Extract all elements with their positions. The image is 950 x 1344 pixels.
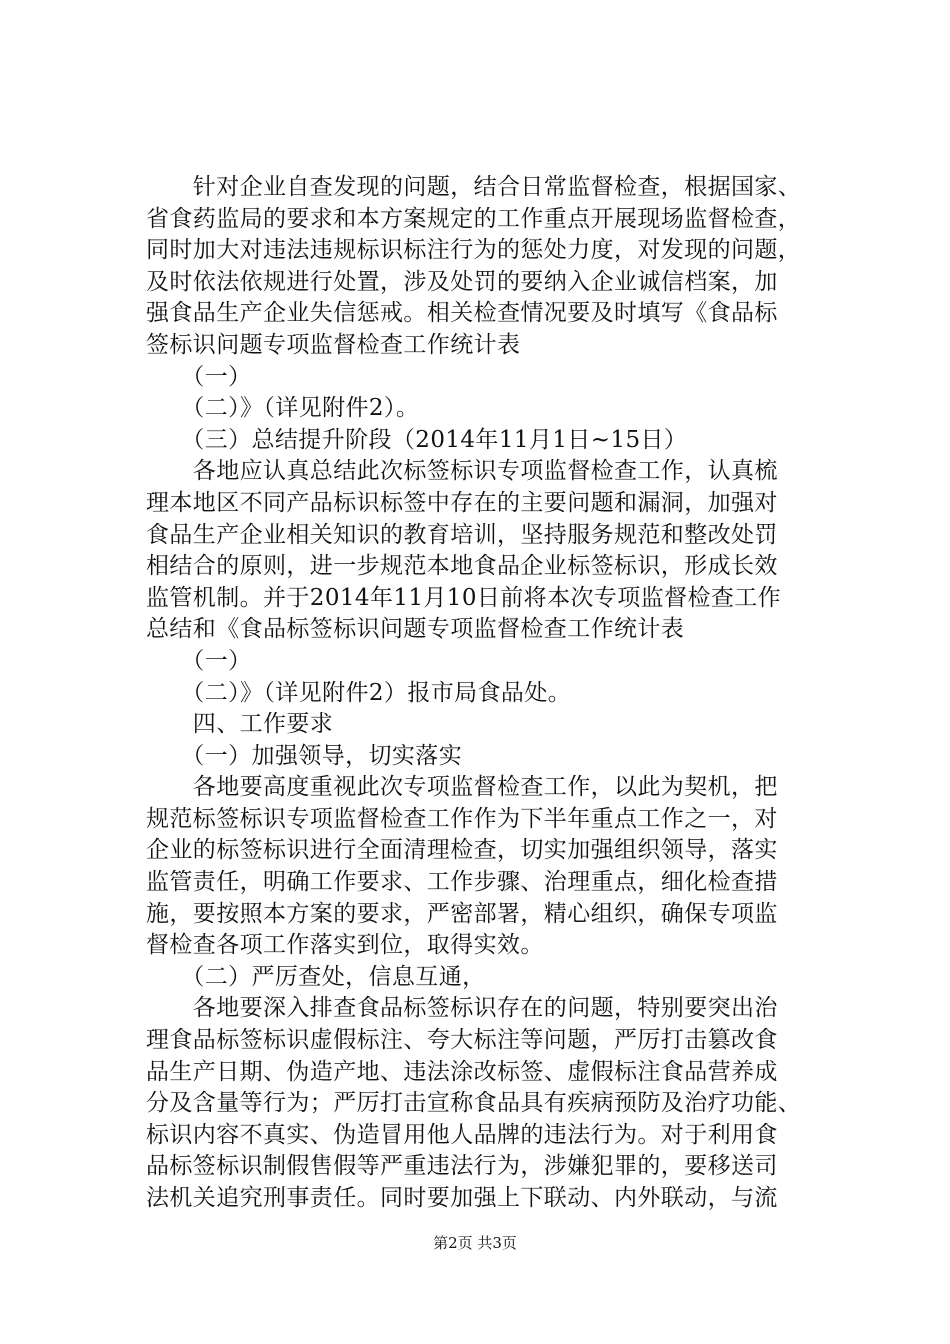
text-line: 针对企业自查发现的问题，结合日常监督检查，根据国家、	[146, 174, 802, 200]
text-line: 各地应认真总结此次标签标识专项监督检查工作，认真梳	[146, 458, 778, 485]
text-line: 规范标签标识专项监督检查工作作为下半年重点工作之一，对	[146, 805, 778, 832]
text-line: 相结合的原则，进一步规范本地食品企业标签标识，形成长效	[146, 553, 778, 580]
section-heading: 四、工作要求	[146, 711, 334, 738]
text-line: （一）	[146, 363, 252, 390]
text-line: 标识内容不真实、伪造冒用他人品牌的违法行为。对于利用食	[146, 1121, 778, 1148]
text-line: 品生产日期、伪造产地、违法涂改标签、虚假标注食品营养成	[146, 1058, 778, 1085]
text-line: 及时依法依规进行处置，涉及处罚的要纳入企业诚信档案，加	[146, 268, 778, 295]
text-line: 监管机制。并于2014年11月10日前将本次专项监督检查工作	[146, 584, 782, 611]
text-line: 总结和《食品标签标识问题专项监督检查工作统计表	[146, 616, 685, 643]
section-heading: （一）加强领导，切实落实	[146, 742, 463, 769]
text-line: 分及含量等行为；严厉打击宣称食品具有疾病预防及治疗功能、	[146, 1090, 802, 1117]
document-body	[146, 172, 836, 1215]
text-line: 施，要按照本方案的要求，严密部署，精心组织，确保专项监	[146, 900, 778, 927]
text-line: （二）》（详见附件2）报市局食品处。	[146, 679, 572, 706]
section-heading: （三）总结提升阶段（2014年11月1日~15日）	[146, 426, 688, 453]
text-line: 理本地区不同产品标识标签中存在的主要问题和漏洞，加强对	[146, 489, 778, 516]
text-line: （一）	[146, 647, 252, 674]
text-line: 监管责任，明确工作要求、工作步骤、治理重点，细化检查措	[146, 869, 778, 896]
text-line: 各地要高度重视此次专项监督检查工作，以此为契机，把	[146, 774, 778, 801]
page-number-footer: 第2页 共3页	[433, 1234, 517, 1252]
text-line: 强食品生产企业失信惩戒。相关检查情况要及时填写《食品标	[146, 300, 778, 327]
text-line: 理食品标签标识虚假标注、夸大标注等问题，严厉打击篡改食	[146, 1027, 778, 1054]
text-line: 各地要深入排查食品标签标识存在的问题，特别要突出治	[146, 995, 778, 1022]
text-line: 法机关追究刑事责任。同时要加强上下联动、内外联动，与流	[146, 1185, 778, 1211]
text-line: 省食药监局的要求和本方案规定的工作重点开展现场监督检查，	[146, 205, 802, 232]
text-line: 同时加大对违法违规标识标注行为的惩处力度，对发现的问题，	[146, 237, 802, 264]
text-line: 签标识问题专项监督检查工作统计表	[146, 331, 521, 358]
text-line: 督检查各项工作落实到位，取得实效。	[146, 932, 544, 959]
section-heading: （二）严厉查处，信息互通，	[146, 963, 486, 990]
text-line: 品标签标识制假售假等严重违法行为，涉嫌犯罪的，要移送司	[146, 1153, 778, 1180]
text-line: （二）》（详见附件2）。	[146, 395, 420, 422]
text-line: 食品生产企业相关知识的教育培训，坚持服务规范和整改处罚	[146, 521, 778, 548]
text-line: 企业的标签标识进行全面清理检查，切实加强组织领导，落实	[146, 837, 778, 864]
